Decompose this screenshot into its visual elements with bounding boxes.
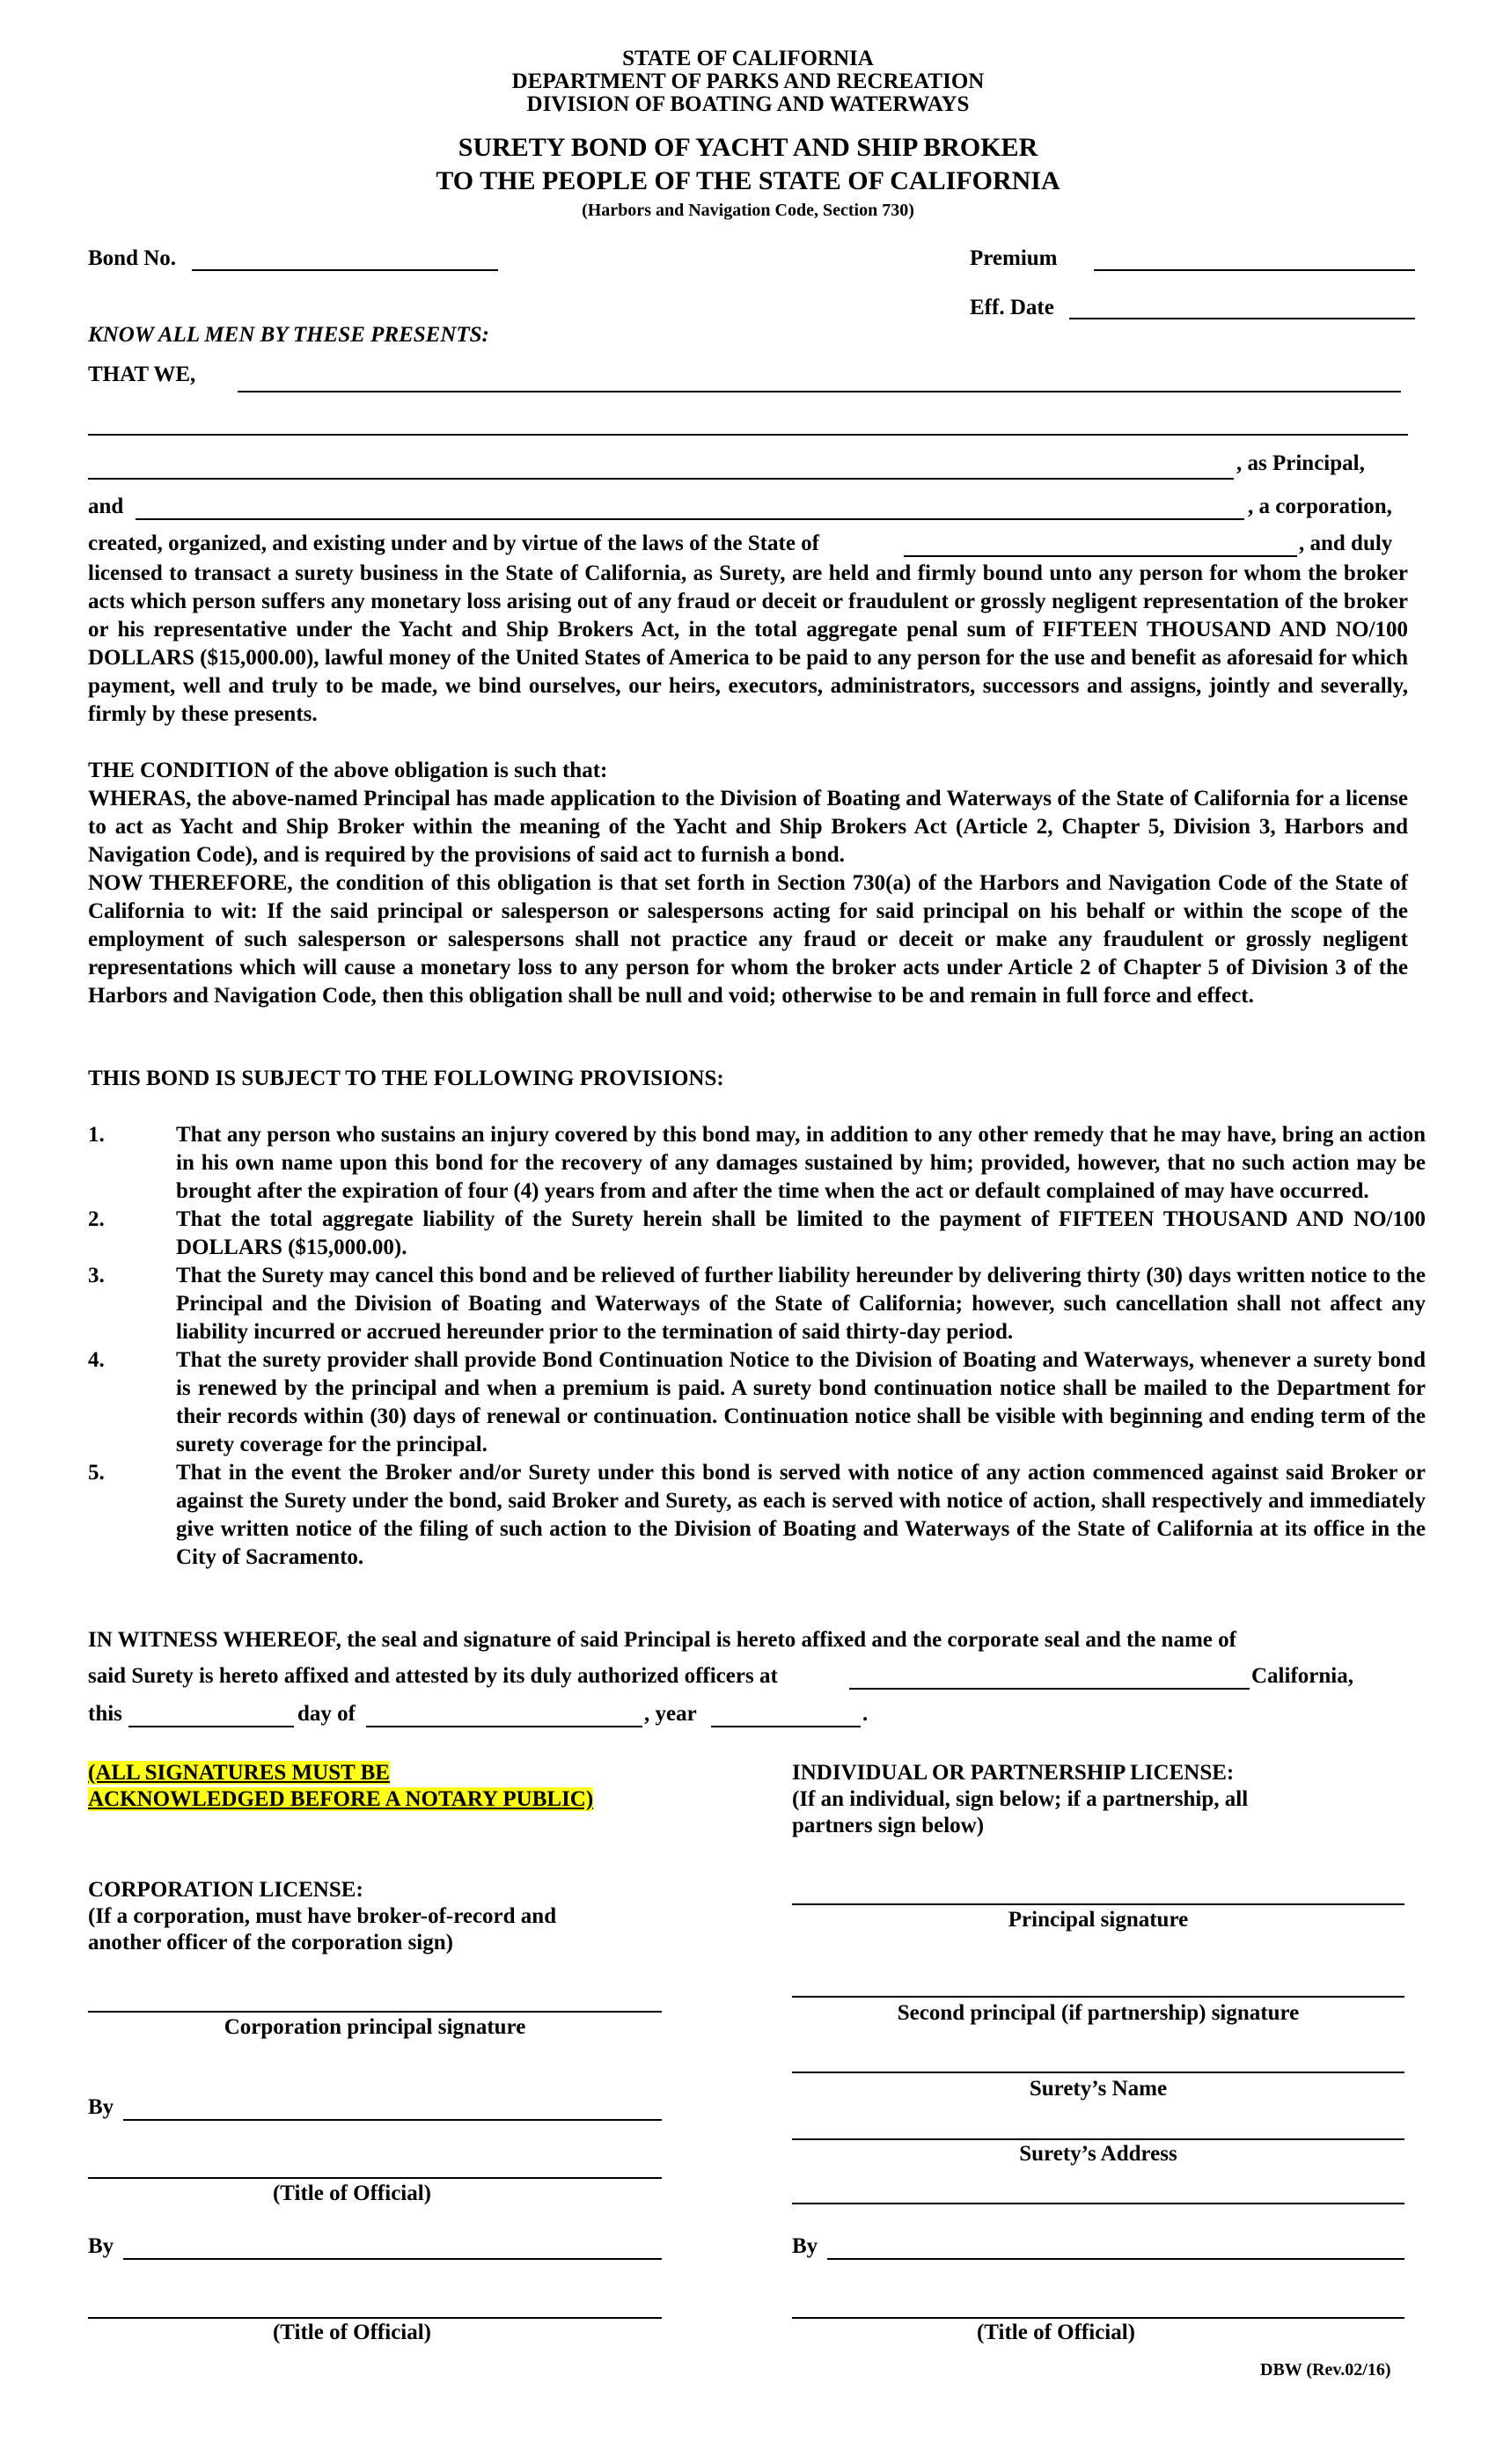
witness-line2: said Surety is hereto affixed and attested by its duly authorized officers at xyxy=(88,1664,778,1688)
surety-address-caption: Surety’s Address xyxy=(1019,2142,1177,2166)
provision-item: 3. That the Surety may cancel this bond and be relieved of further liability hereunder by delivering thirty (30) days written notice to the Principal and the Division of Boating and Waterways of the State of California; however, such cancellation shall not affect any liability incurred or accrued hereunder prior to the termination of said thirty-day period. xyxy=(88,1264,1426,1344)
surety-title-line[interactable] xyxy=(792,2317,1404,2319)
principal-name-field-3[interactable] xyxy=(88,478,1234,480)
this-label: this xyxy=(88,1702,122,1726)
created-label: created, organized, and existing under and by virtue of the laws of the State of xyxy=(88,532,819,555)
surety-address-line-1[interactable] xyxy=(792,2138,1404,2140)
second-principal-signature-line[interactable] xyxy=(792,1996,1404,1998)
corporation-title-line-2[interactable] xyxy=(88,2317,662,2319)
individual-license-note2: partners sign below) xyxy=(792,1814,985,1837)
premium-label: Premium xyxy=(970,246,1058,270)
surety-name-caption: Surety’s Name xyxy=(1029,2077,1168,2101)
corporation-by-label-1: By xyxy=(88,2095,114,2119)
principal-signature-line[interactable] xyxy=(792,1903,1404,1905)
corporation-license-note1: (If a corporation, must have broker-of-record and xyxy=(88,1904,557,1928)
whereas-paragraph: WHERAS, the above-named Principal has made application to the Division of Boating and Waterways of the State of California for a license to act as Yacht and Ship Broker within the meaning of the Yacht and Ship Brokers Act (Article 2, Chapter 5, Division 3, Harbors and Navigation Code), and is required by the provisions of said act to furnish a bond. xyxy=(88,787,1408,867)
provisions-heading: THIS BOND IS SUBJECT TO THE FOLLOWING PROVISIONS: xyxy=(88,1067,724,1090)
department-heading: DEPARTMENT OF PARKS AND RECREATION xyxy=(511,70,985,93)
year-label: , year xyxy=(644,1702,697,1726)
individual-license-heading: INDIVIDUAL OR PARTNERSHIP LICENSE: xyxy=(792,1761,1235,1785)
a-corporation-label: , a corporation, xyxy=(1248,495,1392,518)
condition-lead: THE CONDITION of the above obligation is such that: xyxy=(88,759,608,782)
corporation-by-field-2[interactable] xyxy=(123,2258,662,2260)
day-of-label: day of xyxy=(297,1702,356,1726)
surety-by-label: By xyxy=(792,2234,818,2258)
corporation-principal-signature-caption: Corporation principal signature xyxy=(224,2015,526,2039)
corporation-title-caption-2: (Title of Official) xyxy=(272,2321,432,2344)
individual-license-note1: (If an individual, sign below; if a partnership, all xyxy=(792,1787,1249,1811)
principal-name-field-1[interactable] xyxy=(238,391,1401,392)
corporation-title-line-1[interactable] xyxy=(88,2177,662,2179)
state-of-incorporation-field[interactable] xyxy=(904,555,1297,557)
premium-field[interactable] xyxy=(1094,269,1415,271)
know-all-men: KNOW ALL MEN BY THESE PRESENTS: xyxy=(88,323,489,347)
as-principal-label: , as Principal, xyxy=(1236,451,1365,475)
division-heading: DIVISION OF BOATING AND WATERWAYS xyxy=(526,92,970,116)
corporation-title-caption-1: (Title of Official) xyxy=(272,2182,432,2205)
surety-address-line-2[interactable] xyxy=(792,2203,1404,2204)
california-label: California, xyxy=(1251,1664,1353,1688)
notary-notice-line1: (ALL SIGNATURES MUST BE xyxy=(88,1761,390,1785)
condition-section xyxy=(88,757,1408,1010)
revision-label: DBW (Rev.02/16) xyxy=(1260,2360,1391,2380)
corporation-license-heading: CORPORATION LICENSE: xyxy=(88,1878,363,1902)
corporation-by-field-1[interactable] xyxy=(123,2119,662,2121)
state-heading: STATE OF CALIFORNIA xyxy=(622,47,874,70)
corporation-by-label-2: By xyxy=(88,2234,114,2258)
and-duly-label: , and duly xyxy=(1299,532,1393,555)
code-reference: (Harbors and Navigation Code, Section 730) xyxy=(582,201,914,220)
second-principal-signature-caption: Second principal (if partnership) signature xyxy=(897,2001,1300,2025)
form-title-line2: TO THE PEOPLE OF THE STATE OF CALIFORNIA xyxy=(436,166,1060,195)
surety-by-field[interactable] xyxy=(827,2258,1404,2260)
provision-item: 5. That in the event the Broker and/or Surety under this bond is served with notice of any action commenced against said Broker or against the Surety under the bond, said Broker and Surety, as each is served with notice of action, shall respectively and immediately give written notice of the filing of such action to the Division of Boating and Waterways of the State of California at its office in the City of Sacramento. xyxy=(88,1461,1426,1569)
that-we-label: THAT WE, xyxy=(88,363,196,386)
period-label: . xyxy=(862,1702,869,1726)
bond-no-label: Bond No. xyxy=(88,246,177,270)
provision-item: 2. That the total aggregate liability of the Surety herein shall be limited to the payment of FIFTEEN THOUSAND AND NO/100 DOLLARS ($15,000.00). xyxy=(88,1207,1426,1259)
surety-name-field[interactable] xyxy=(136,518,1244,520)
now-therefore-paragraph: NOW THEREFORE, the condition of this obligation is that set forth in Section 730(a) of the Harbors and Navigation Code of the State of California to wit: If the said principal or salesperson or salespersons acting for said principal on his behalf or within the scope of the employment of such salesperson or salespersons shall not practice any fraud or deceit or make any fraudulent or grossly negligent representations which will cause a monetary loss to any person for whom the broker acts under Article 2 of Chapter 5 of Division 3 of the Harbors and Navigation Code, then this obligation shall be null and void; otherwise to be and remain in full force and effect. xyxy=(88,871,1408,1008)
month-field[interactable] xyxy=(366,1726,642,1727)
surety-title-caption: (Title of Official) xyxy=(976,2321,1136,2344)
principal-signature-caption: Principal signature xyxy=(1008,1908,1189,1932)
obligation-paragraph: licensed to transact a surety business in the State of California, as Surety, are held and firmly bound unto any person for whom the broker acts which person suffers any monetary loss arising out of any fraud or deceit or fraudulent or grossly negligent representation of the broker or his representative under the Yacht and Ship Brokers Act, in the total aggregate penal sum of FIFTEEN THOUSAND AND NO/100 DOLLARS ($15,000.00), lawful money of the United States of America to be paid to any person for the use and benefit as aforesaid for which payment, well and truly to be made, we bind ourselves, our heirs, executors, administrators, successors and assigns, jointly and severally, firmly by these presents. xyxy=(88,561,1408,726)
corporation-license-note2: another officer of the corporation sign) xyxy=(88,1931,453,1954)
witness-line1: IN WITNESS WHEREOF, the seal and signature of said Principal is hereto affixed and the corporate seal and the name of xyxy=(88,1628,1236,1652)
year-field[interactable] xyxy=(711,1726,861,1727)
provision-item: 4. That the surety provider shall provide Bond Continuation Notice to the Division of Boating and Waterways, whenever a surety bond is renewed by the principal and when a premium is paid. A surety bond continuation notice shall be mailed to the Department for their records within (30) days of renewal or continuation. Continuation notice shall be visible with beginning and ending term of the surety coverage for the principal. xyxy=(88,1348,1426,1456)
and-label: and xyxy=(88,495,124,518)
provision-item: 1. That any person who sustains an injury covered by this bond may, in addition to any other remedy that he may have, bring an action in his own name upon this bond for the recovery of any damages sustained by him; provided, however, that no such action may be brought after the expiration of four (4) years from and after the time when the act or default complained of may have occurred. xyxy=(88,1123,1426,1203)
provisions-list xyxy=(88,1121,1426,1572)
eff-date-field[interactable] xyxy=(1069,318,1415,319)
surety-name-line[interactable] xyxy=(792,2072,1404,2073)
notary-notice-line2: ACKNOWLEDGED BEFORE A NOTARY PUBLIC) xyxy=(88,1787,594,1811)
corporation-principal-signature-line[interactable] xyxy=(88,2011,662,2013)
day-field[interactable] xyxy=(128,1726,294,1727)
eff-date-label: Eff. Date xyxy=(970,296,1054,319)
principal-name-field-2[interactable] xyxy=(88,434,1408,436)
witness-location-field[interactable] xyxy=(849,1688,1250,1690)
bond-no-field[interactable] xyxy=(192,269,498,271)
form-title-line1: SURETY BOND OF YACHT AND SHIP BROKER xyxy=(458,133,1038,162)
